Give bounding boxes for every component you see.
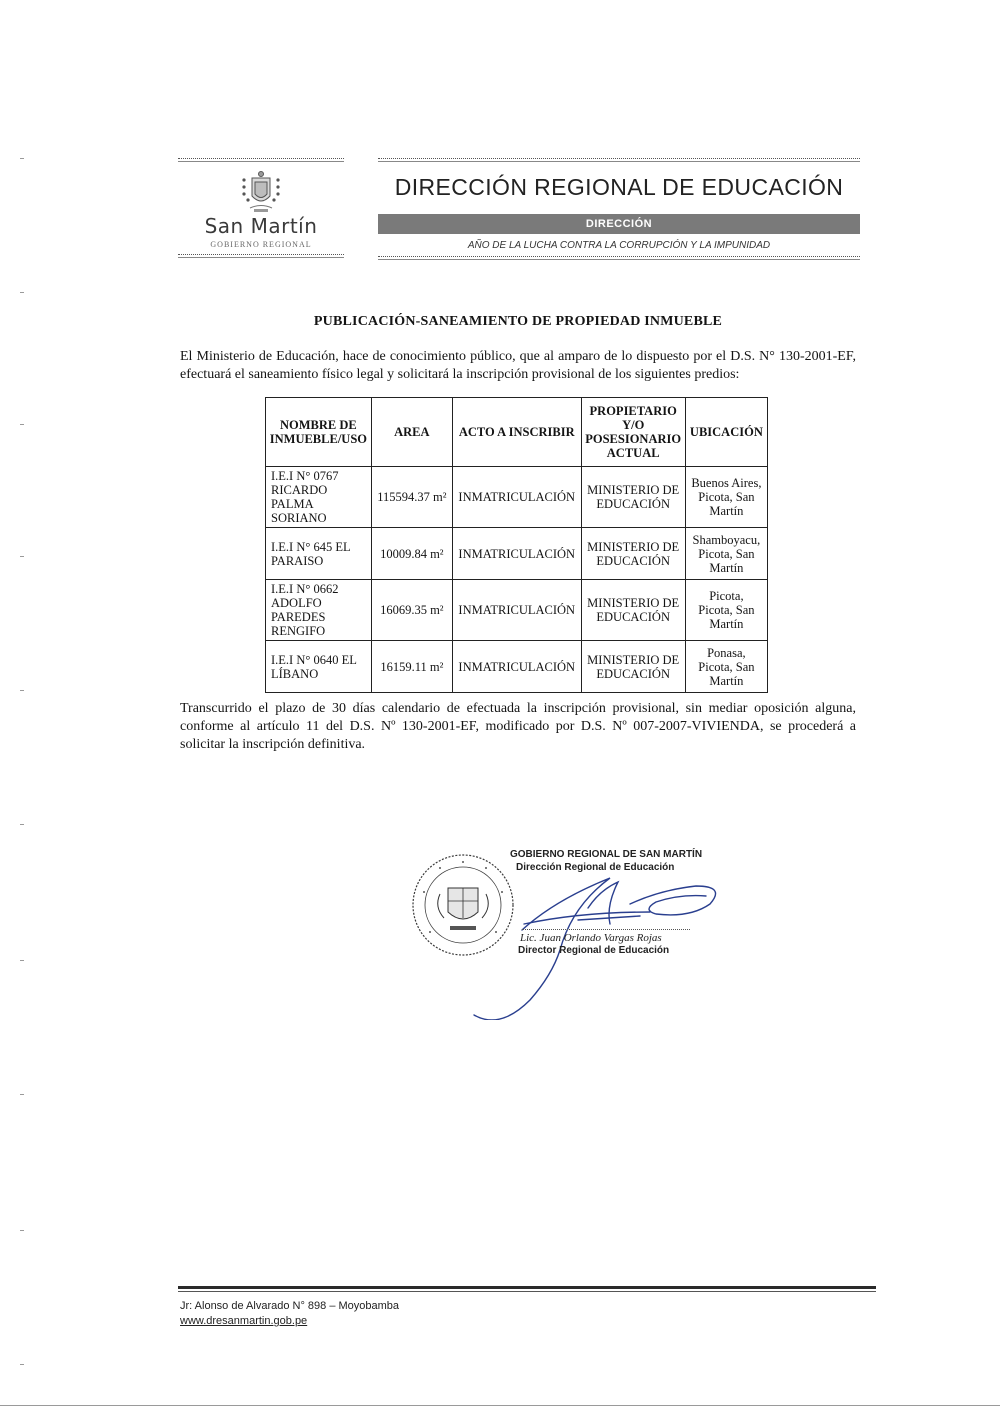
column-header-location: UBICACIÓN [685,398,767,467]
margin-tick [20,292,24,293]
logo-bottom-rule [178,254,344,258]
closing-paragraph: Transcurrido el plazo de 30 días calendario de efectuada la inscripción provisional, sin mediar oposición alguna, conforme al artículo 11 del D.S. Nº 130-2001-EF, modificado por D.S. Nº 007-2007-VIVIENDA, se procederá a solicitar la inscripción definitiva. [180,701,856,752]
signatory-role: Director Regional de Educación [518,945,670,956]
signatory-name: Lic. Juan Orlando Vargas Rojas [520,932,662,944]
letterhead-top-rule [378,158,860,162]
table-row [266,467,768,528]
logo-top-rule [178,158,344,162]
regional-logo [178,158,344,258]
table-row [266,528,768,580]
cell-act: INMATRICULACIÓN [452,580,581,641]
column-header-act: ACTO A INSCRIBIR [452,398,581,467]
brand-name: San Martín [204,214,318,238]
letterhead [378,158,860,260]
margin-tick [20,1094,24,1095]
cell-area: 16159.11 m² [371,641,452,693]
intro-paragraph: El Ministerio de Educación, hace de conocimiento público, que al amparo de lo dispuesto por el D.S. N° 130-2001-EF, efectuará el saneamiento físico legal y solicitará la inscripción provisional de los siguientes predios: [180,349,856,382]
letterhead-bottom-rule [378,256,860,260]
column-header-area: AREA [371,398,452,467]
margin-tick [20,1230,24,1231]
brand-subtitle: GOBIERNO REGIONAL [210,240,312,249]
signature-department: Dirección Regional de Educación [516,862,675,873]
document-title: PUBLICACIÓN-SANEAMIENTO DE PROPIEDAD INMUEBLE [313,314,723,329]
margin-tick [20,158,24,159]
table-header-row [266,398,768,467]
signature-organization: GOBIERNO REGIONAL DE SAN MARTÍN [510,849,703,860]
margin-tick [20,1364,24,1365]
cell-act: INMATRICULACIÓN [452,528,581,580]
cell-owner: MINISTERIO DE EDUCACIÓN [581,467,685,528]
table-row [266,580,768,641]
column-header-name: NOMBRE DE INMUEBLE/USO [266,398,372,467]
coat-of-arms-icon [238,170,284,214]
cell-area: 16069.35 m² [371,580,452,641]
margin-tick [20,960,24,961]
cell-area: 115594.37 m² [371,467,452,528]
cell-location: Ponasa, Picota, San Martín [685,641,767,693]
cell-act: INMATRICULACIÓN [452,641,581,693]
cell-owner: MINISTERIO DE EDUCACIÓN [581,641,685,693]
footer-rule-thin [178,1291,876,1292]
cell-name: I.E.I N° 645 EL PARAISO [266,528,372,580]
cell-area: 10009.84 m² [371,528,452,580]
properties-table [265,397,768,693]
cell-location: Shamboyacu, Picota, San Martín [685,528,767,580]
column-header-owner: PROPIETARIO Y/O POSESIONARIO ACTUAL [581,398,685,467]
department-bar [378,214,860,234]
footer-website-link[interactable]: www.dresanmartin.gob.pe [180,1315,308,1327]
cell-name: I.E.I N° 0662 ADOLFO PAREDES RENGIFO [266,580,372,641]
margin-tick [20,424,24,425]
cell-name: I.E.I N° 0640 EL LÍBANO [266,641,372,693]
signature-line [522,929,690,930]
margin-tick [20,824,24,825]
cell-owner: MINISTERIO DE EDUCACIÓN [581,580,685,641]
cell-act: INMATRICULACIÓN [452,467,581,528]
margin-tick [20,690,24,691]
cell-location: Buenos Aires, Picota, San Martín [685,467,767,528]
institution-title: DIRECCIÓN REGIONAL DE EDUCACIÓN [394,174,844,200]
margin-tick [20,556,24,557]
footer-rule [178,1286,876,1289]
cell-location: Picota, Picota, San Martín [685,580,767,641]
department-label: DIRECCIÓN [585,218,653,230]
page-edge-rule [0,1405,1000,1406]
table-row [266,641,768,693]
cell-name: I.E.I N° 0767 RICARDO PALMA SORIANO [266,467,372,528]
cell-owner: MINISTERIO DE EDUCACIÓN [581,528,685,580]
footer-address: Jr: Alonso de Alvarado N° 898 – Moyobamba [180,1300,400,1312]
year-motto: AÑO DE LA LUCHA CONTRA LA CORRUPCIÓN Y LA IMPUNIDAD [467,240,771,251]
